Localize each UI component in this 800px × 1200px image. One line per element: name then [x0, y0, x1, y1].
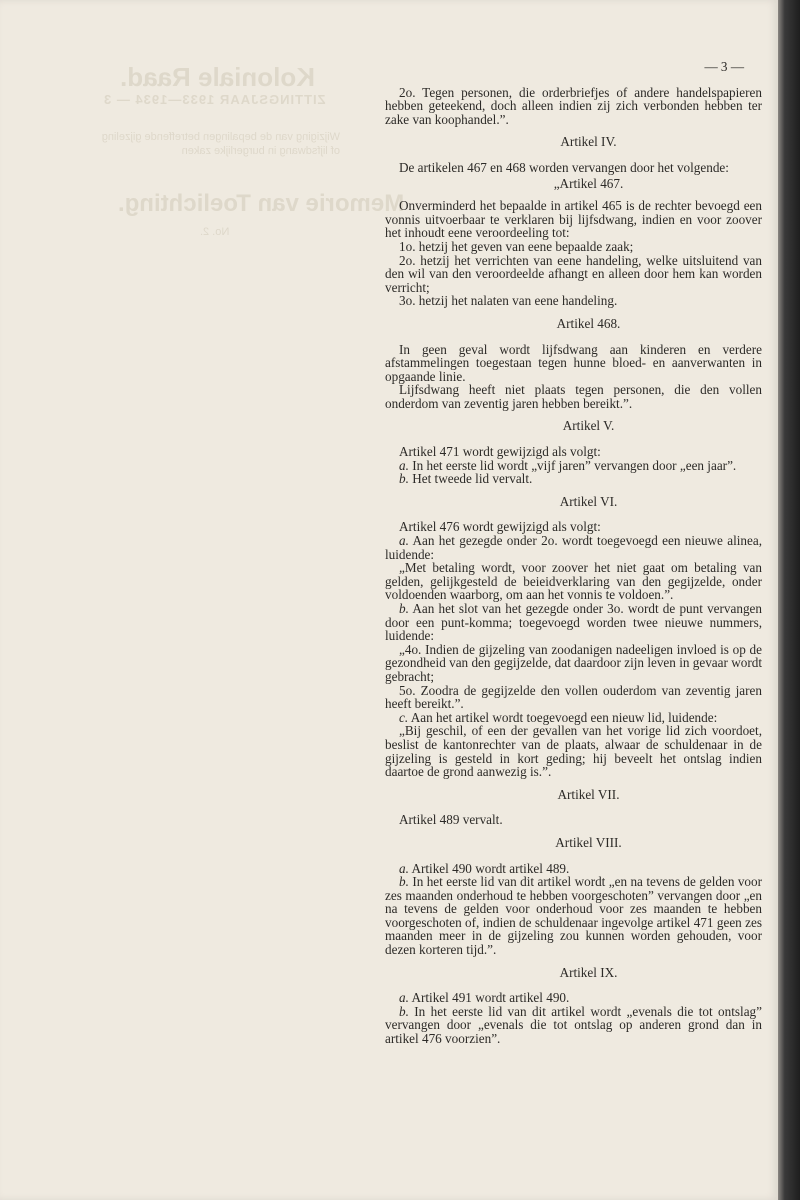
item-text: Aan het artikel wordt toegevoegd een nieuw lid, luidende: — [410, 709, 718, 725]
article-heading: Artikel IV. — [560, 134, 617, 150]
list-item: 3o. hetzij het nalaten van eene handeling. — [399, 293, 618, 309]
article-heading: Artikel 468. — [556, 315, 621, 331]
paragraph: 2o. Tegen personen, die orderbriefjes of andere handelspapieren hebben geteekend, doch alleen indien zij zich verbonden hebben ter zake van koophandel.”. — [385, 84, 762, 127]
bleed-through-title: Koloniale Raad. — [120, 62, 316, 92]
item-letter: a. — [399, 860, 409, 876]
item-letter: b. — [399, 471, 409, 487]
item-letter: a. — [399, 533, 409, 549]
bleed-through-memorie: Memorie van Toelichting. — [118, 190, 405, 217]
article-heading: Artikel V. — [562, 418, 615, 434]
paragraph: „Met betaling wordt, voor zoover het niet gaat om betaling van gelden, gelijkgesteld de beieidverklaring van den gegijzelde, onder voldoenden waarborg, om aan het vonnis te voldoen.”. — [385, 560, 762, 603]
item-text: Aan het slot van het gezegde onder 3o. wordt de punt vervangen door een punt-komma; toegevoegd worden twee nieuwe nummers, luidende: — [385, 601, 762, 644]
item-text: In het eerste lid van dit artikel wordt „en na tevens de gelden voor zes maanden onderhoud te hebben voorgeschoten” vervangen door „en na tevens de gelden voor onderhoud voor zes maanden te hebben voorgeschoten of, indien de schuldenaar ingevolge artikel 471 geen zes maanden meer in de gijzeling zou kunnen worden gehouden, voor dezen korteren tijd.”. — [385, 874, 763, 958]
item-text: In het eerste lid van dit artikel wordt „evenals die tot ontslag” vervangen door „evenals die tot ontslag op anderen grond dan in artikel 476 voorzien”. — [385, 1003, 763, 1047]
article-heading: Artikel VI. — [559, 493, 618, 509]
list-item — [385, 534, 762, 561]
paragraph: „Bij geschil, of een der gevallen van het vorige lid zich voordoet, beslist de kantonrechter van de plaats, alwaar de schuldenaar in de gijzeling is gesteld in kort geding; hij beveelt het ontslag indien daartoe de grond aanwezig is.”. — [385, 723, 762, 780]
paragraph: Lijfsdwang heeft niet plaats tegen personen, die den vollen onderdom van zeventig jaren hebben bereikt.”. — [385, 382, 762, 411]
list-item — [385, 602, 762, 643]
bleed-through-text: Wijziging van de bepalingen betreffende gijzeling of lijfsdwang in burgerlijke zaken — [101, 131, 340, 157]
bleed-through-subtitle: ZITTINGSJAAR 1933—1934 — 3 — [103, 92, 326, 107]
paragraph: De artikelen 467 en 468 worden vervangen door het volgende: — [399, 159, 729, 175]
paragraph: 5o. Zoodra de gegijzelde den vollen ouderdom van zeventig jaren heeft bereikt.”. — [385, 682, 762, 712]
list-item — [385, 472, 762, 486]
paragraph: Onverminderd het bepaalde in artikel 465 is de rechter bevoegd een vonnis uitvoerbaar te verklaren bij lijfsdwang, indien en voor zoover het inhoudt eene veroordeeling tot: — [385, 198, 762, 241]
list-item: 2o. hetzij het verrichten van eene handeling, welke uitsluitend van den wil van den veroordeelde afhangt en alleen door hem kan worden verricht; — [385, 252, 762, 295]
list-item — [385, 1005, 762, 1046]
article-heading: Artikel VIII. — [555, 834, 622, 850]
item-letter: b. — [399, 601, 409, 616]
paragraph: Artikel 471 wordt gewijzigd als volgt: — [399, 444, 601, 460]
list-item — [385, 711, 762, 725]
item-text: In het eerste lid wordt „vijf jaren” vervangen door „een jaar”. — [412, 457, 737, 473]
item-text: Artikel 490 wordt artikel 489. — [411, 860, 570, 876]
list-item — [385, 991, 762, 1005]
list-item — [385, 459, 762, 473]
article-heading: Artikel VII. — [557, 786, 620, 802]
item-letter: b. — [399, 874, 409, 890]
item-letter: a. — [399, 990, 409, 1006]
paragraph: „4o. Indien de gijzeling van zoodanigen nadeeligen invloed is op de gezondheid van den gegijzelde, dat daardoor zijn leven in gevaar wordt gebracht; — [385, 641, 762, 684]
page-edge-shadow — [778, 0, 800, 1200]
list-item — [385, 875, 762, 957]
list-item — [385, 862, 762, 876]
article-heading: Artikel IX. — [559, 964, 618, 980]
bleed-through-number: No. 2. — [200, 226, 230, 238]
paragraph: In geen geval wordt lijfsdwang aan kinderen en verdere afstammelingen toegestaan tegen hunne bloed- en aanverwanten in opgaande linie. — [385, 341, 762, 384]
page-body — [385, 60, 762, 1046]
paragraph: Artikel 476 wordt gewijzigd als volgt: — [399, 519, 601, 535]
page-number: — 3 — — [704, 59, 744, 74]
item-letter: a. — [399, 457, 409, 473]
article-heading: „Artikel 467. — [553, 175, 624, 191]
item-text: Aan het gezegde onder 2o. wordt toegevoegd een nieuwe alinea, luidende: — [385, 533, 762, 562]
item-text: Het tweede lid vervalt. — [412, 471, 533, 487]
item-letter: c. — [399, 709, 409, 725]
list-item: 1o. hetzij het geven van eene bepaalde zaak; — [399, 238, 634, 254]
item-text: Artikel 491 wordt artikel 490. — [411, 990, 570, 1006]
item-letter: b. — [399, 1003, 409, 1019]
paragraph: Artikel 489 vervalt. — [399, 812, 503, 828]
